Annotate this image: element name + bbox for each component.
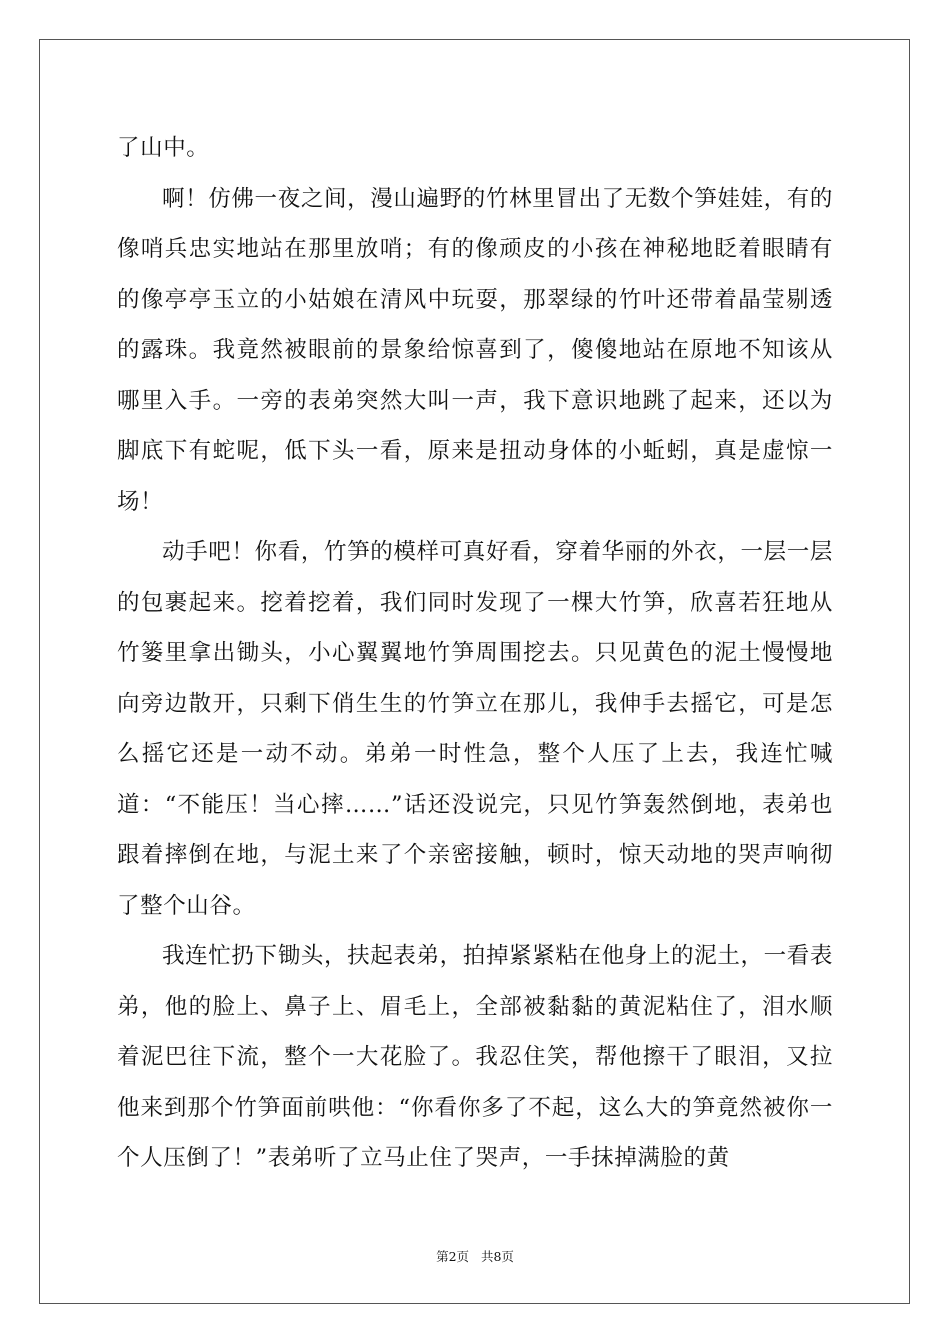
paragraph-comforting-cousin: 我连忙扔下锄头，扶起表弟，拍掉紧紧粘在他身上的泥土，一看表弟，他的脸上、鼻子上、眉毛上，全部被黏黏的黄泥粘住了，泪水顺着泥巴往下流，整个一大花脸了。我忍住笑，帮他擦干了眼泪，又拉他来到那个竹笋面前哄他：“你看你多了不起，这么大的笋竟然被你一个人压倒了！”表弟听了立马止住了哭声，一手抹掉满脸的黄	[117, 943, 833, 1171]
page-number-footer: 第2页 共8页	[436, 1249, 514, 1264]
paragraph-digging: 动手吧！你看，竹笋的模样可真好看，穿着华丽的外衣，一层一层的包裹起来。挖着挖着，我们同时发现了一棵大竹笋，欣喜若狂地从竹篓里拿出锄头，小心翼翼地竹笋周围挖去。只见黄色的泥土慢慢地向旁边散开，只剩下俏生生的竹笋立在那儿，我伸手去摇它，可是怎么摇它还是一动不动。弟弟一时性急，整个人压了上去，我连忙喊道：“不能压！当心摔……”话还没说完，只见竹笋轰然倒地，表弟也跟着摔倒在地，与泥土来了个亲密接触，顿时，惊天动地的哭声响彻了整个山谷。	[117, 539, 833, 919]
paragraph-continuation: 了山中。	[117, 135, 210, 161]
paragraph-bamboo-shoots: 啊！仿佛一夜之间，漫山遍野的竹林里冒出了无数个笋娃娃，有的像哨兵忠实地站在那里放哨；有的像顽皮的小孩在神秘地眨着眼睛有的像亭亭玉立的小姑娘在清风中玩耍，那翠绿的竹叶还带着晶莹剔透的露珠。我竟然被眼前的景象给惊喜到了，傻傻地站在原地不知该从哪里入手。一旁的表弟突然大叫一声，我下意识地跳了起来，还以为脚底下有蛇呢，低下头一看，原来是扭动身体的小蚯蚓，真是虚惊一场！	[117, 185, 833, 515]
document-body	[117, 123, 833, 1184]
